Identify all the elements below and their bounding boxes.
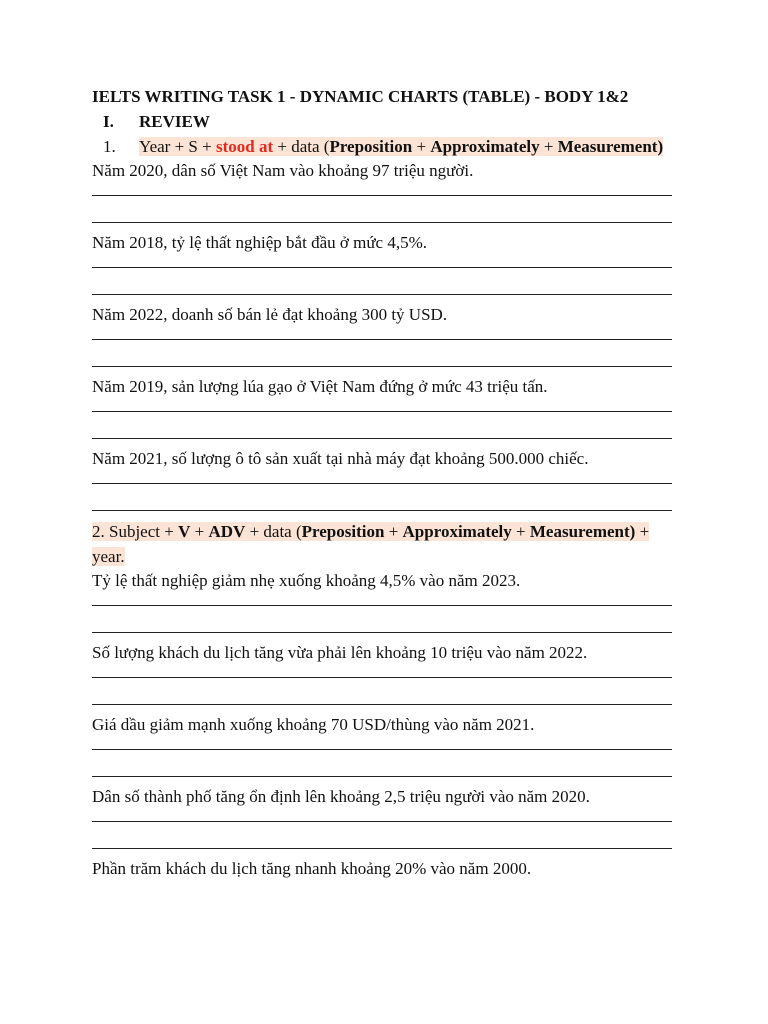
section1-number: 1. bbox=[103, 137, 116, 156]
section1-formula bbox=[92, 134, 674, 159]
review-numeral: I. bbox=[103, 112, 114, 131]
formula-adverb: ADV bbox=[208, 522, 246, 541]
exercise-sentence: Phần trăm khách du lịch tăng nhanh khoảng 20% vào năm 2000. bbox=[92, 859, 532, 878]
exercise-sentence: Tỷ lệ thất nghiệp giảm nhẹ xuống khoảng 4,5% vào năm 2023. bbox=[92, 571, 521, 590]
answer-lines[interactable] bbox=[92, 471, 674, 519]
document-page bbox=[92, 84, 674, 881]
formula-preposition: Preposition bbox=[301, 522, 385, 541]
formula-text: + year. bbox=[92, 522, 650, 566]
exercise-sentence: Năm 2018, tỷ lệ thất nghiệp bắt đầu ở mức 4,5%. bbox=[92, 233, 427, 252]
exercise-sentence: Giá dầu giảm mạnh xuống khoảng 70 USD/thùng vào năm 2021. bbox=[92, 715, 535, 734]
answer-lines[interactable] bbox=[92, 737, 674, 785]
formula-text: Year + S + bbox=[139, 137, 216, 156]
exercise-sentence: Năm 2020, dân số Việt Nam vào khoảng 97 triệu người. bbox=[92, 161, 474, 180]
review-label: REVIEW bbox=[139, 112, 210, 131]
answer-lines[interactable] bbox=[92, 327, 674, 375]
exercise-sentence: Năm 2021, số lượng ô tô sản xuất tại nhà máy đạt khoảng 500.000 chiếc. bbox=[92, 449, 589, 468]
formula-stood-at: stood at bbox=[215, 137, 274, 156]
answer-lines[interactable] bbox=[92, 665, 674, 713]
formula-approximately: Approximately bbox=[430, 137, 540, 156]
formula-measurement: Measurement) bbox=[557, 137, 664, 156]
answer-lines[interactable] bbox=[92, 183, 674, 231]
formula-text: + data ( bbox=[273, 137, 330, 156]
section2-formula-highlight bbox=[92, 522, 649, 566]
formula-text: + bbox=[412, 137, 431, 156]
exercise-sentence: Số lượng khách du lịch tăng vừa phải lên khoảng 10 triệu vào năm 2022. bbox=[92, 643, 588, 662]
formula-text: + bbox=[539, 137, 558, 156]
answer-lines[interactable] bbox=[92, 255, 674, 303]
formula-text: + bbox=[384, 522, 403, 541]
formula-preposition: Preposition bbox=[329, 137, 413, 156]
page-title: IELTS WRITING TASK 1 - DYNAMIC CHARTS (TABLE) - BODY 1&2 bbox=[92, 87, 629, 106]
answer-lines[interactable] bbox=[92, 809, 674, 857]
answer-lines[interactable] bbox=[92, 593, 674, 641]
section1-formula-highlight bbox=[139, 137, 663, 156]
formula-text: + data ( bbox=[245, 522, 302, 541]
formula-text: + bbox=[511, 522, 530, 541]
formula-measurement: Measurement) bbox=[529, 522, 636, 541]
formula-approximately: Approximately bbox=[402, 522, 512, 541]
formula-text: 2. Subject + bbox=[92, 522, 179, 541]
answer-lines[interactable] bbox=[92, 399, 674, 447]
exercise-sentence: Năm 2019, sản lượng lúa gạo ở Việt Nam đứng ở mức 43 triệu tấn. bbox=[92, 377, 548, 396]
formula-verb: V bbox=[178, 522, 191, 541]
section2-formula bbox=[92, 519, 674, 569]
exercise-sentence: Dân số thành phố tăng ổn định lên khoảng 2,5 triệu người vào năm 2020. bbox=[92, 787, 590, 806]
review-heading bbox=[92, 110, 674, 134]
exercise-sentence: Năm 2022, doanh số bán lẻ đạt khoảng 300 tỷ USD. bbox=[92, 305, 448, 324]
formula-text: + bbox=[190, 522, 209, 541]
